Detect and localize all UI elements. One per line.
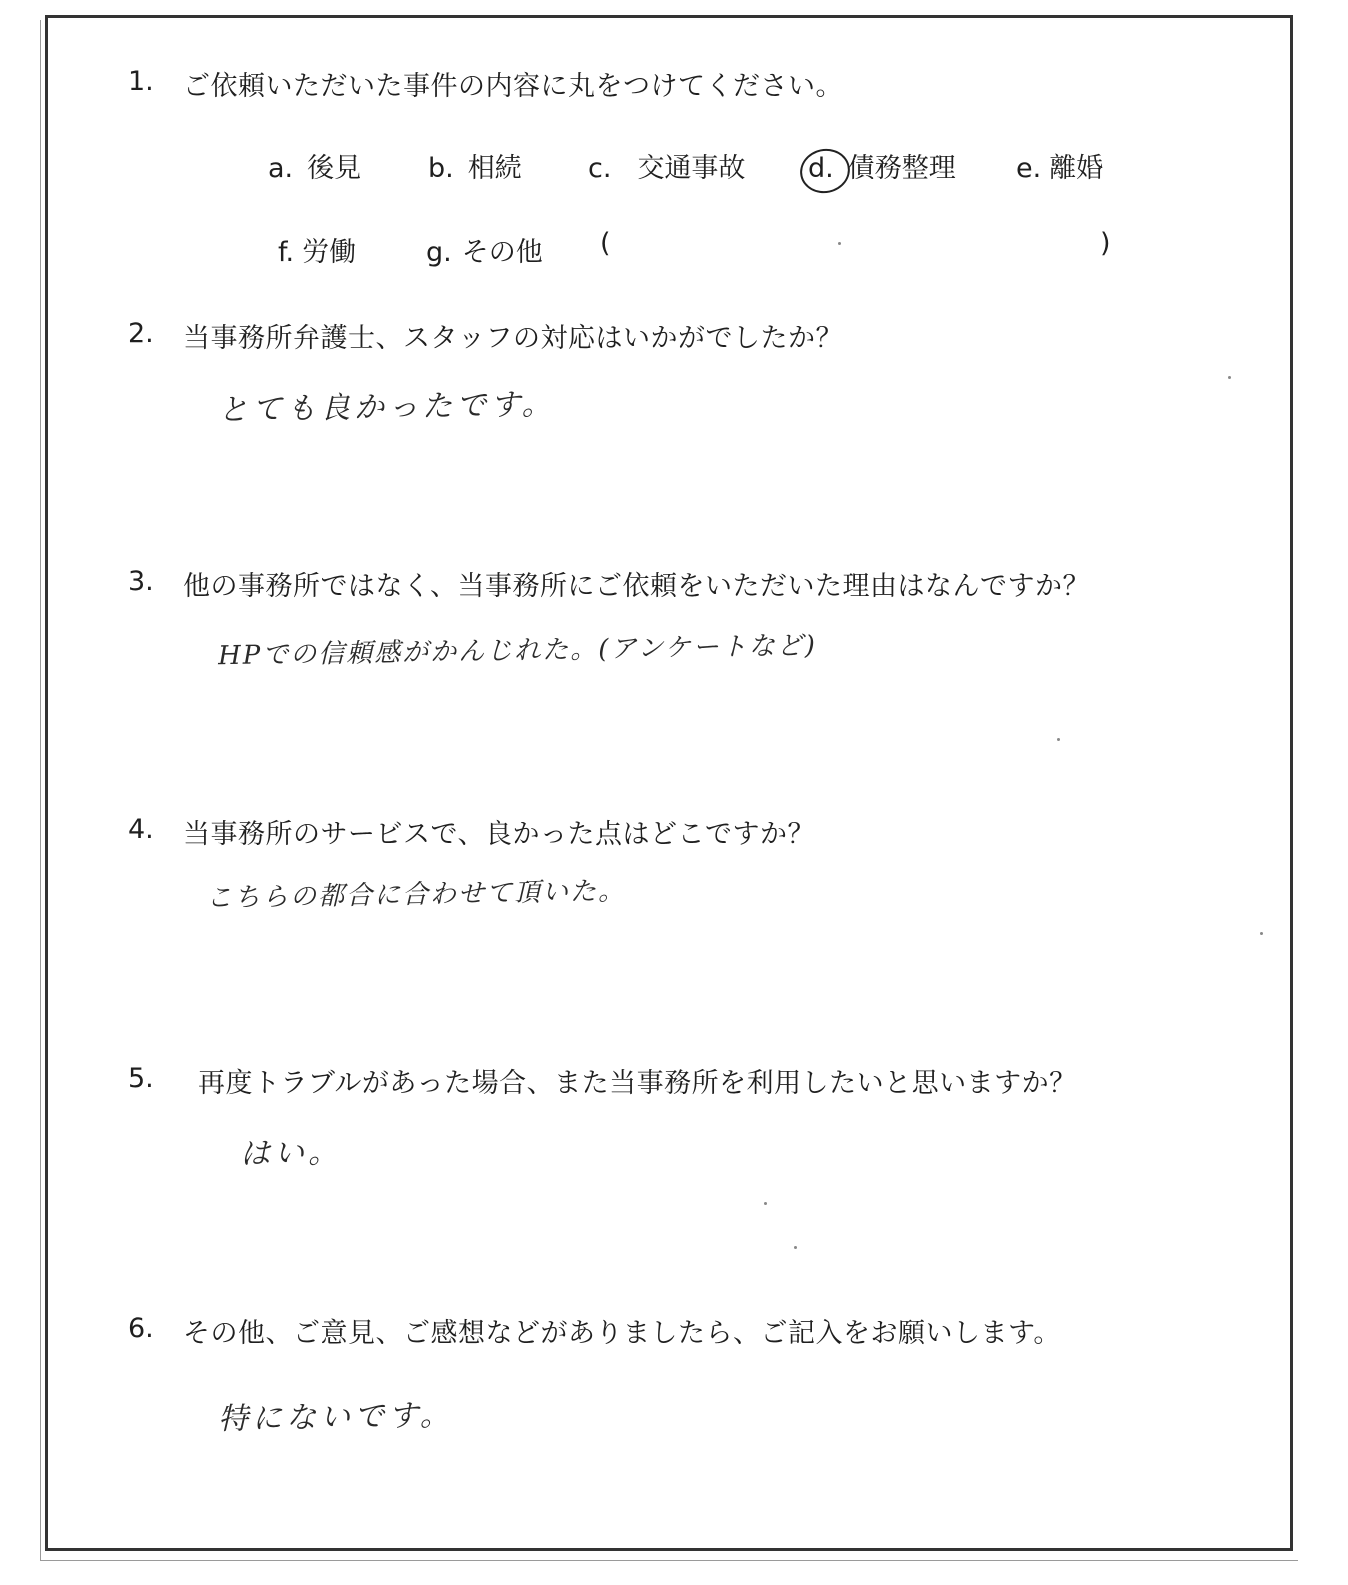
question-5-number: 5.: [128, 1063, 154, 1094]
option-c[interactable]: [588, 146, 745, 185]
answer-2-handwritten: とても良かったです。: [217, 387, 556, 428]
question-1-text: ご依頼いただいた事件の内容に丸をつけてください。: [183, 71, 843, 102]
question-4-text: 当事務所のサービスで、良かった点はどこですか？: [183, 819, 815, 850]
answer-4-handwritten: こちらの都合に合わせて頂いた。: [205, 876, 627, 914]
option-d-selected[interactable]: [808, 146, 956, 185]
question-1-number: 1.: [128, 66, 154, 97]
option-letter: e.: [1016, 153, 1042, 184]
question-3-number: 3.: [128, 566, 154, 597]
scan-speck: [794, 1246, 797, 1249]
option-letter: a.: [268, 153, 294, 184]
option-label: 交通事故: [637, 153, 746, 184]
option-f[interactable]: [278, 230, 356, 269]
option-letter: c.: [588, 153, 612, 184]
option-label: その他: [461, 237, 543, 268]
option-letter: b.: [428, 153, 454, 184]
other-paren-open: (: [600, 228, 611, 259]
question-2-text: 当事務所弁護士、スタッフの対応はいかがでしたか？: [183, 323, 843, 354]
answer-5-handwritten: はい。: [239, 1135, 343, 1172]
question-6-number: 6.: [128, 1313, 154, 1344]
question-3-text: 他の事務所ではなく、当事務所にご依頼をいただいた理由はなんですか？: [183, 571, 1090, 602]
option-label: 相続: [467, 153, 522, 184]
option-label: 労働: [302, 237, 357, 268]
scan-speck: [838, 242, 841, 245]
scan-speck: [1228, 376, 1231, 379]
option-letter: g.: [426, 237, 452, 268]
question-4-number: 4.: [128, 814, 154, 845]
scan-speck: [764, 1202, 767, 1205]
question-6-text: その他、ご意見、ご感想などがありましたら、ご記入をお願いします。: [183, 1318, 1061, 1349]
scan-speck: [1260, 932, 1263, 935]
option-e[interactable]: [1016, 146, 1103, 185]
option-letter: f.: [278, 237, 295, 268]
option-g[interactable]: [426, 230, 543, 269]
other-paren-close: ): [1100, 228, 1111, 259]
question-2-number: 2.: [128, 318, 154, 349]
option-label: 離婚: [1049, 153, 1104, 184]
answer-6-handwritten: 特にないです。: [217, 1397, 454, 1438]
option-b[interactable]: [428, 146, 522, 185]
question-5-text: 再度トラブルがあった場合、また当事務所を利用したいと思いますか？: [198, 1068, 1077, 1099]
option-label: 後見: [307, 153, 362, 184]
answer-3-handwritten: HPでの信頼感がかんじれた。(アンケートなど): [217, 630, 818, 672]
option-letter-text: d.: [808, 153, 834, 184]
scan-speck: [1057, 738, 1060, 741]
option-letter: [808, 153, 834, 184]
option-label: 債務整理: [847, 153, 956, 184]
option-a[interactable]: [268, 146, 361, 185]
